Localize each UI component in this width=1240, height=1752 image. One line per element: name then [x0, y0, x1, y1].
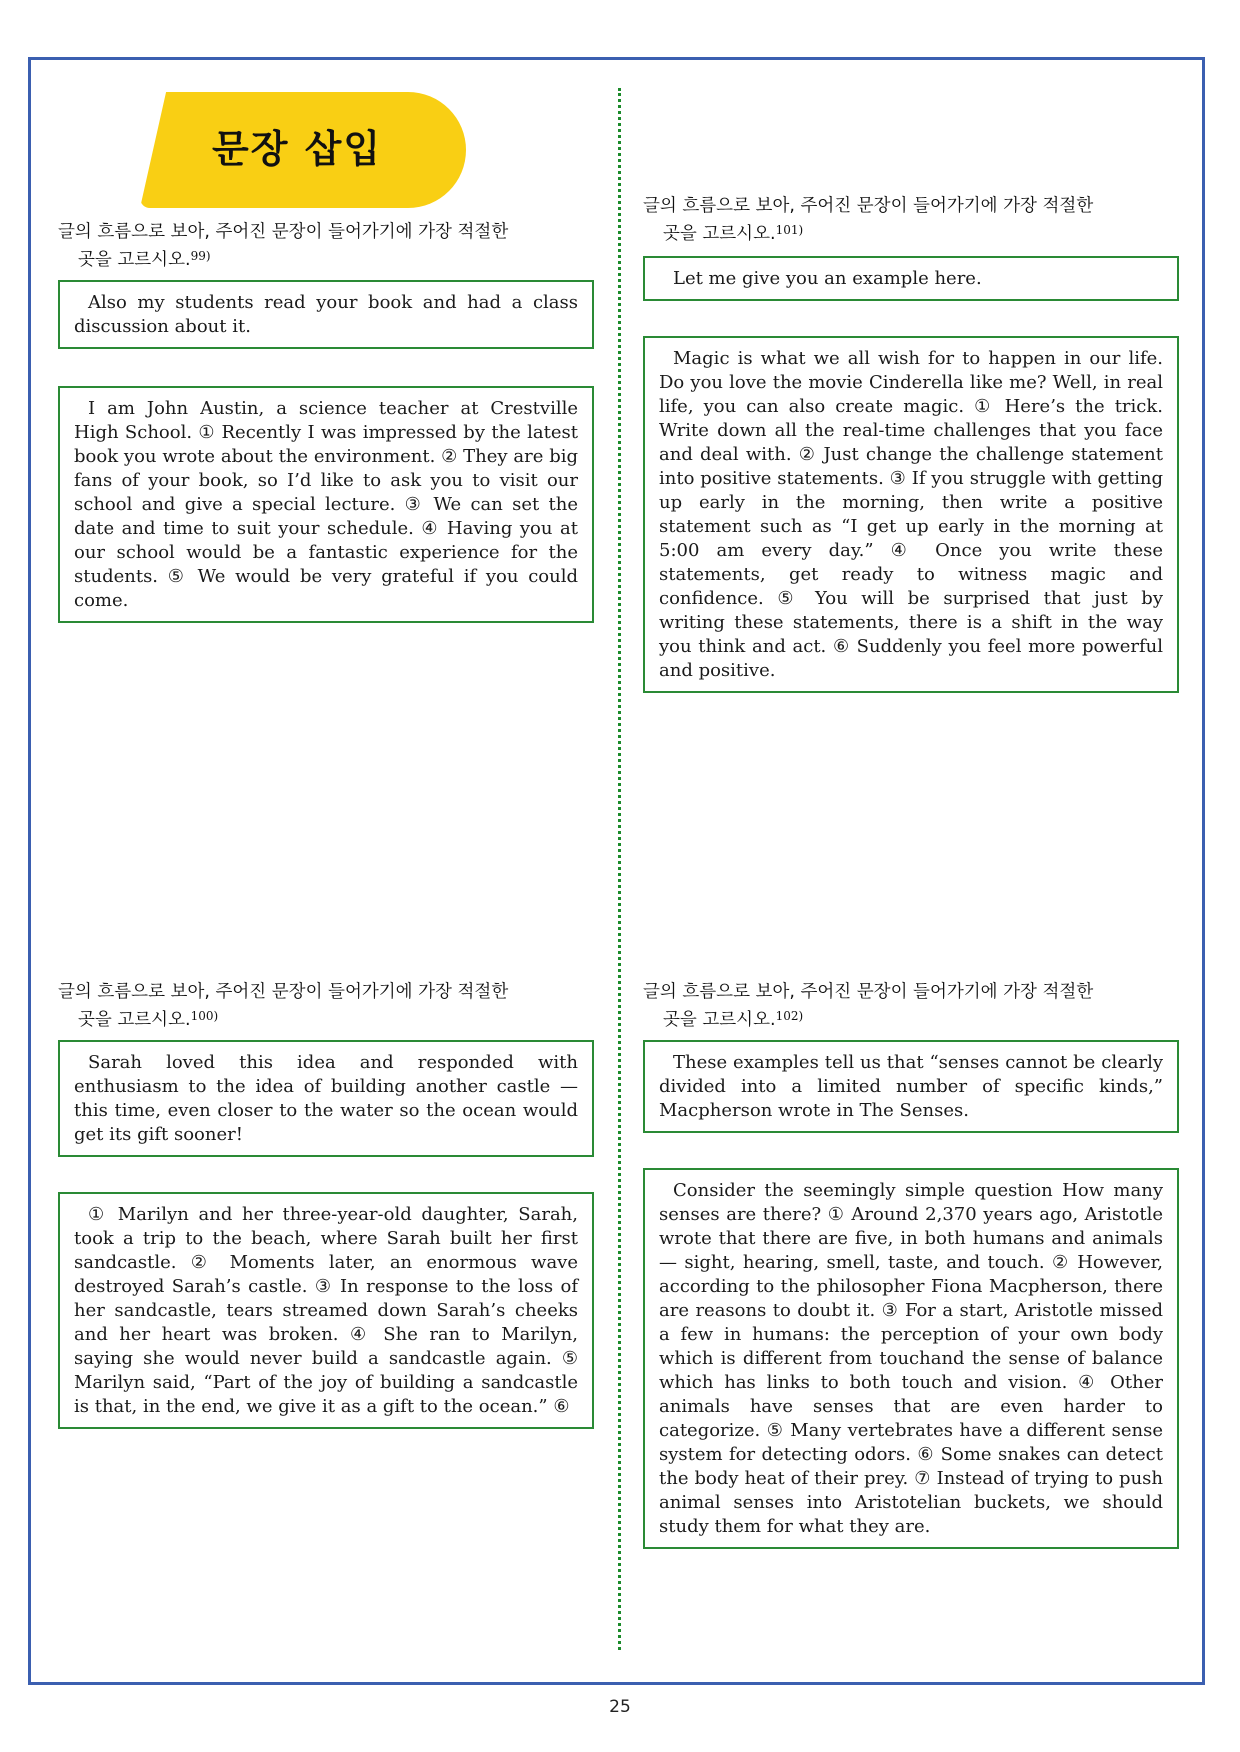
given-sentence-box — [58, 280, 594, 349]
question-101-prompt — [643, 194, 1183, 246]
section-title: 문장 삽입 — [212, 127, 383, 171]
passage-text: I am John Austin, a science teacher at Crestville High School. ① Recently I was impressed by the latest book you wrote about the environment. ② They are big fans of your book, so I’d like to ask you to visit our school and give a special lecture. ③ We can set the date and time to suit your schedule. ④ Having you at our school would be a fantastic experience for the students. ⑤ We would be very grateful if you could come. — [74, 398, 578, 611]
passage-box — [58, 1192, 594, 1429]
prompt-line: 곳을 고르시오. — [78, 1010, 191, 1030]
passage-text: ① Marilyn and her three-year-old daughter, Sarah, took a trip to the beach, where Sarah built her first sandcastle. ② Moments later, an enormous wave destroyed Sarah’s castle. ③ In response to the loss of her sandcastle, tears streamed down Sarah’s cheeks and her heart was broken. ④ She ran to Marilyn, saying she would never build a sandcastle again. ⑤ Marilyn said, “Part of the joy of building a sandcastle is that, in the end, we give it as a gift to the ocean.” ⑥ — [74, 1204, 578, 1417]
question-number: 102) — [775, 1009, 804, 1023]
passage-text: Magic is what we all wish for to happen in our life. Do you love the movie Cinderella like me? Well, in real life, you can also create magic. ① Here’s the trick. Write down all the real-time challenges that you face and deal with. ② Just change the challenge statement into positive statements. ③ If you struggle with getting up early in the morning, then write a positive statement such as “I get up early in the morning at 5:00 am every day.” ④ Once you write these statements, get ready to witness magic and confidence. ⑤ You will be surprised that just by writing these statements, there is a shift in the way you think and act. ⑥ Suddenly you feel more powerful and positive. — [659, 348, 1163, 681]
question-100-prompt — [58, 980, 598, 1032]
passage-box — [643, 1168, 1179, 1549]
question-number: 100) — [190, 1009, 219, 1023]
prompt-line: 글의 흐름으로 보아, 주어진 문장이 들어가기에 가장 적절한 — [58, 222, 509, 242]
passage-text: Consider the seemingly simple question How many senses are there? ① Around 2,370 years ago, Aristotle wrote that there are five, in both humans and animals — sight, hearing, smell, taste, and touch. ② However, according to the philosopher Fiona Macpherson, there are reasons to doubt it. ③ For a start, Aristotle missed a few in humans: the perception of your own body which is different from touchand the sense of balance which has links to both touch and vision. ④ Other animals have senses that are even harder to categorize. ⑤ Many vertebrates have a different sense system for detecting odors. ⑥ Some snakes can detect the body heat of their prey. ⑦ Instead of trying to push animal senses into Aristotelian buckets, we should study them for what they are. — [659, 1180, 1163, 1537]
given-sentence: Sarah loved this idea and responded with enthusiasm to the idea of building another castle — this time, even closer to the water so the ocean would get its gift sooner! — [74, 1052, 578, 1145]
given-sentence: These examples tell us that “senses cannot be clearly divided into a limited number of specific kinds,” Macpherson wrote in The Senses. — [659, 1052, 1163, 1121]
question-number: 99) — [190, 249, 211, 263]
given-sentence-box — [58, 1040, 594, 1157]
given-sentence: Let me give you an example here. — [673, 268, 982, 289]
given-sentence: Also my students read your book and had a class discussion about it. — [74, 292, 578, 337]
question-number: 101) — [775, 223, 804, 237]
question-102-prompt — [643, 980, 1183, 1032]
prompt-line: 곳을 고르시오. — [663, 1010, 776, 1030]
prompt-line: 글의 흐름으로 보아, 주어진 문장이 들어가기에 가장 적절한 — [643, 196, 1094, 216]
given-sentence-box — [643, 256, 1179, 301]
prompt-line: 곳을 고르시오. — [663, 224, 776, 244]
passage-box — [58, 386, 594, 623]
column-divider — [618, 88, 621, 1650]
page-number: 25 — [609, 1697, 631, 1717]
question-99-prompt — [58, 220, 598, 272]
prompt-line: 글의 흐름으로 보아, 주어진 문장이 들어가기에 가장 적절한 — [643, 982, 1094, 1002]
prompt-line: 곳을 고르시오. — [78, 250, 191, 270]
passage-box — [643, 336, 1179, 693]
prompt-line: 글의 흐름으로 보아, 주어진 문장이 들어가기에 가장 적절한 — [58, 982, 509, 1002]
given-sentence-box — [643, 1040, 1179, 1133]
